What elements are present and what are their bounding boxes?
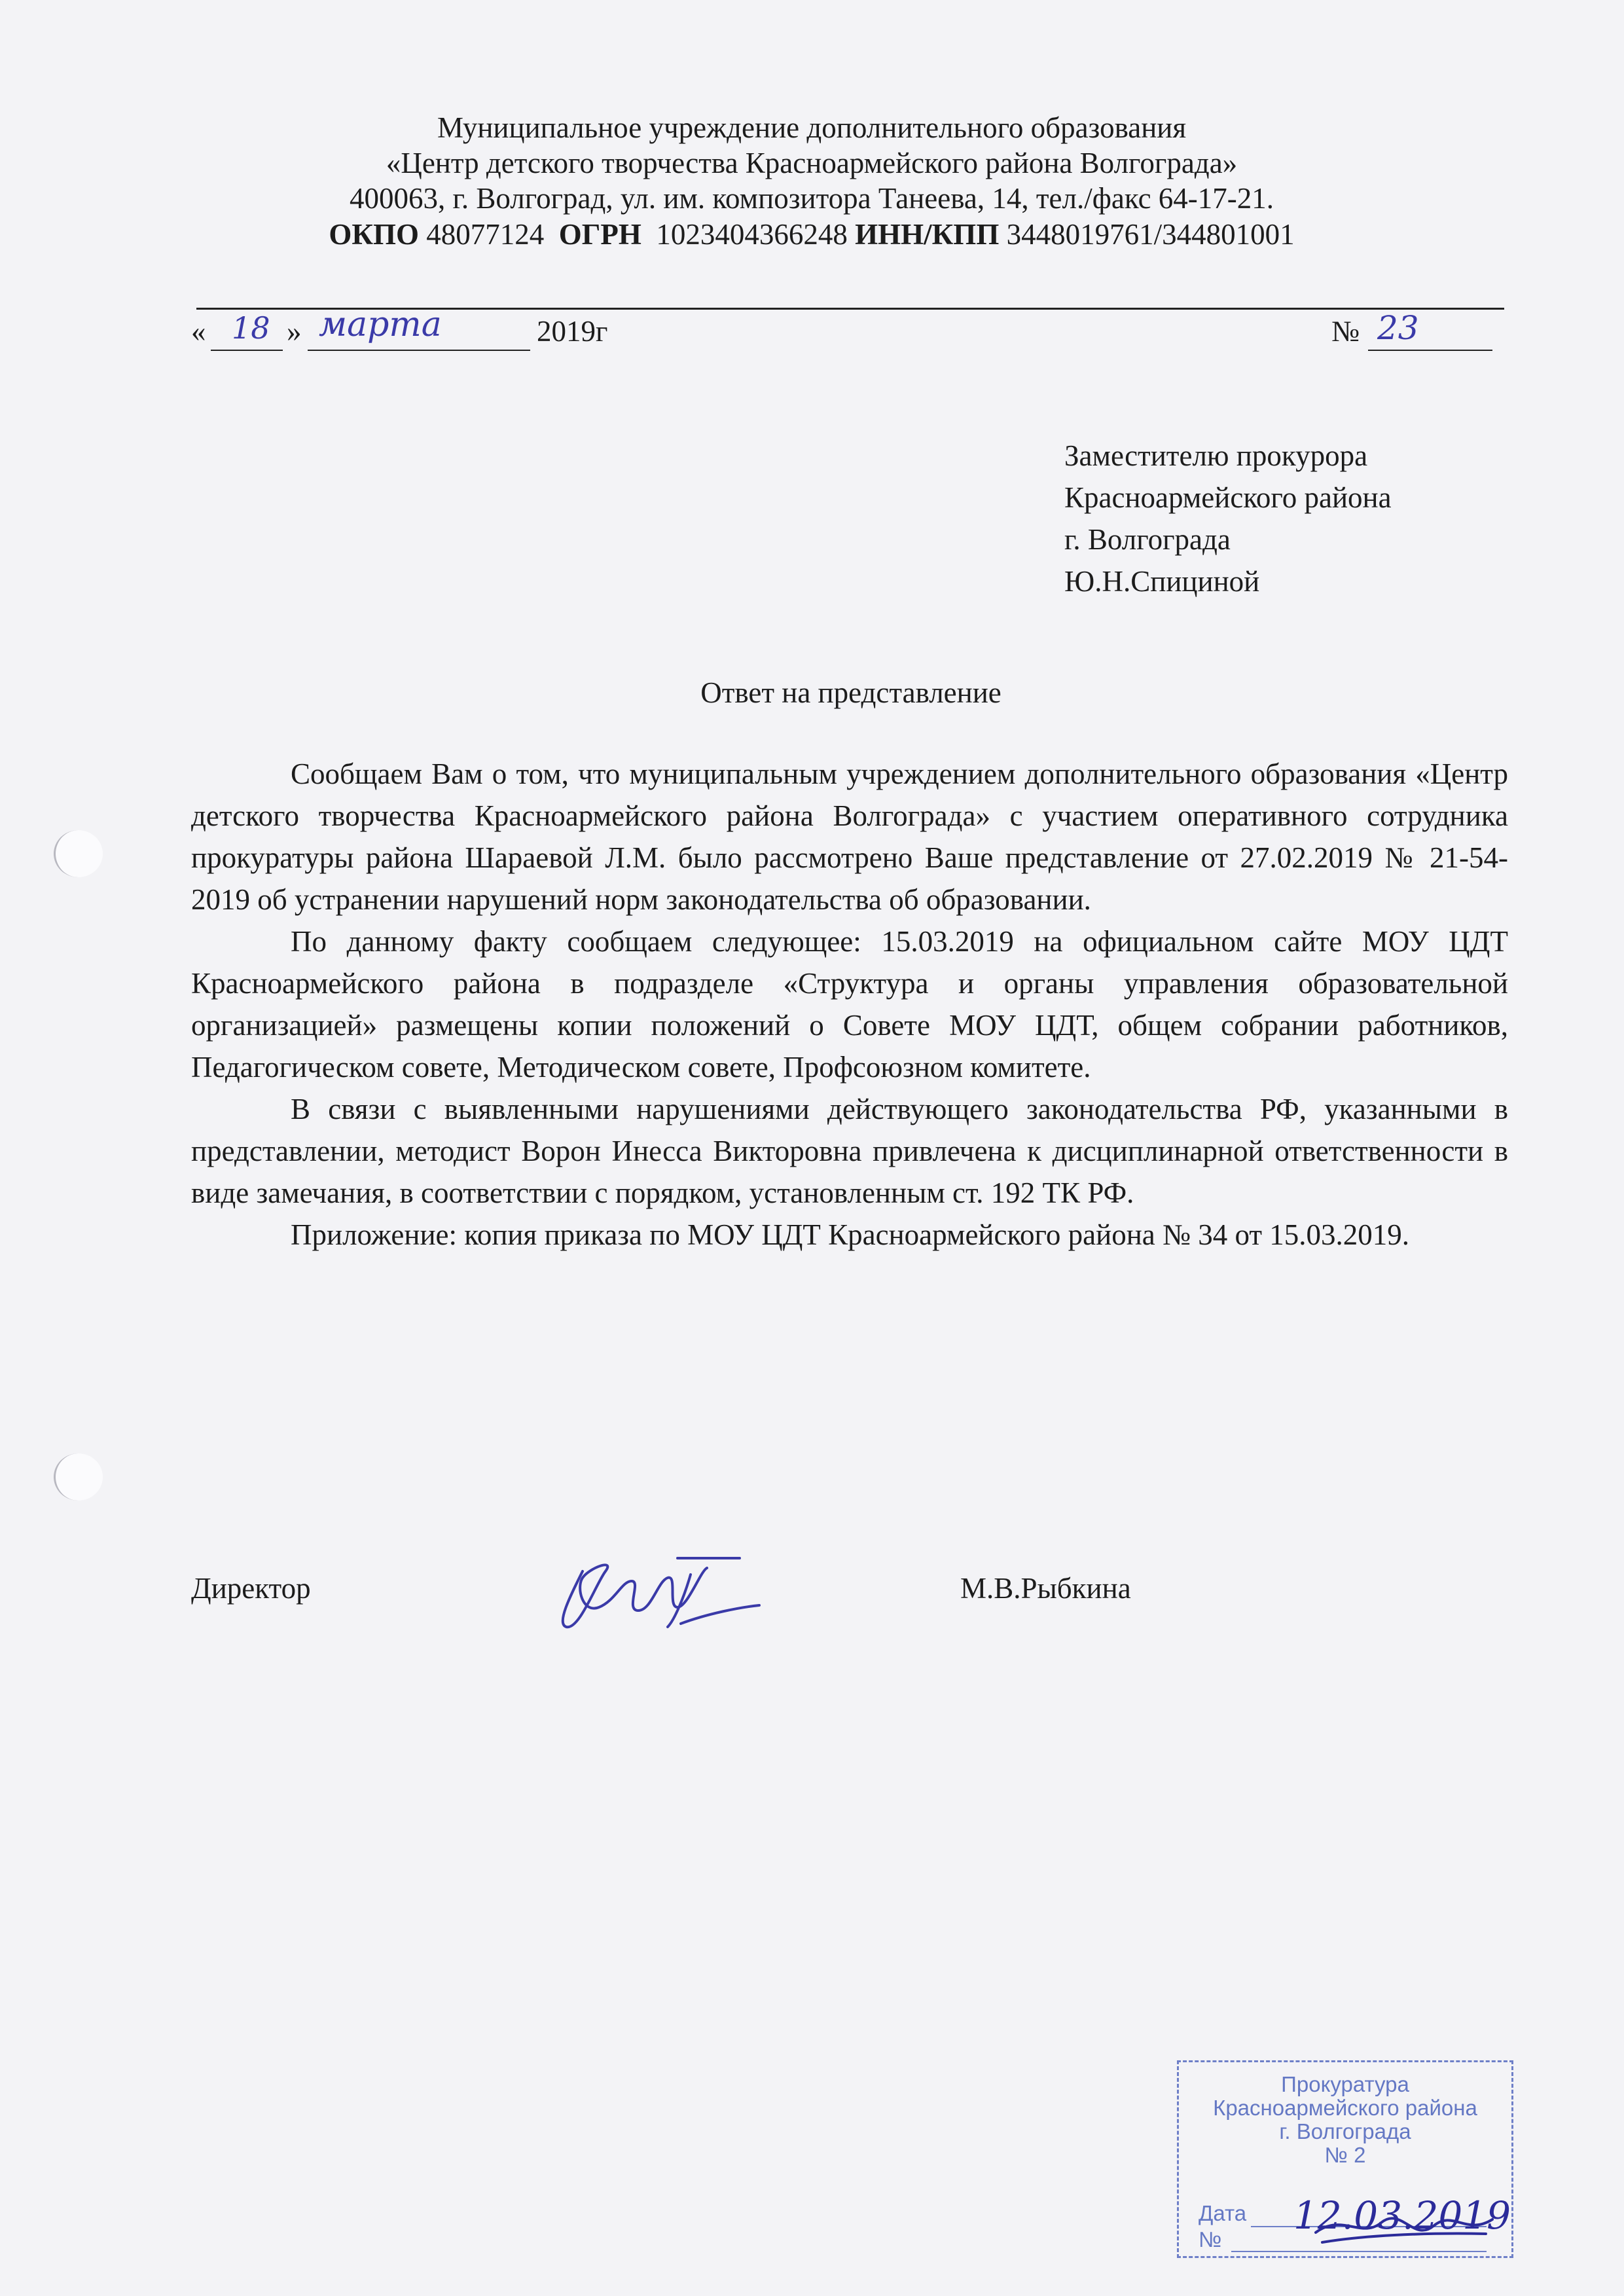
- number-underline: [1368, 350, 1492, 351]
- month-underline: [308, 350, 530, 351]
- date-month-handwritten: марта: [319, 305, 442, 344]
- org-address-line: 400063, г. Волгоград, ул. им. композитора Танеева, 14, тел./факс 64-17-21.: [349, 182, 1274, 215]
- ogrn-label: ОГРН: [558, 218, 641, 251]
- document-title: Ответ на представление: [700, 676, 1001, 709]
- date-open-quote: «: [191, 315, 206, 348]
- stamp-initials-scribble: [1303, 2187, 1506, 2252]
- addressee-line: Заместителю прокурора: [1064, 439, 1368, 472]
- stamp-district-line: Красноармейского района: [1213, 2096, 1477, 2120]
- addressee-block: [1064, 435, 1392, 602]
- signatory-name: М.В.Рыбкина: [960, 1572, 1131, 1605]
- addressee-line: Красноармейского района: [1064, 481, 1392, 514]
- okpo-value: 48077124: [426, 218, 545, 251]
- body-paragraph: Сообщаем Вам о том, что муниципальным учреждением дополнительного образования «Центр детского творчества Красноармейского района Волгограда» с участием оперативного сотрудника прокуратуры района Шараевой Л.М. было рассмотрено Ваше представление от 27.02.2019 № 21-54-2019 об устранении нарушений норм законодательства об образовании.: [191, 757, 1508, 916]
- stamp-office-line: Прокуратура: [1281, 2072, 1409, 2096]
- org-name-line: «Центр детского творчества Красноармейского района Волгограда»: [386, 147, 1238, 179]
- body-paragraph: В связи с выявленными нарушениями действующего законодательства РФ, указанными в представлении, методист Ворон Инесса Викторовна привлечена к дисциплинарной ответственности в виде замечания, в соответствии с порядком, установленным ст. 192 ТК РФ.: [191, 1093, 1508, 1209]
- number-handwritten: 23: [1377, 309, 1419, 347]
- signatory-role: Директор: [191, 1572, 311, 1605]
- body-paragraph: По данному факту сообщаем следующее: 15.03.2019 на официальном сайте МОУ ЦДТ Красноармейского района в подразделе «Структура и органы управления образовательной организацией» размещены копии положений о Совете МОУ ЦДТ, общем собрании работников, Педагогическом совете, Методическом совете, Профсоюзном комитете.: [191, 925, 1508, 1084]
- stamp-office-number: № 2: [1324, 2143, 1366, 2167]
- inn-kpp-label: ИНН/КПП: [855, 218, 1000, 251]
- inn-kpp-value: 3448019761/344801001: [1006, 218, 1295, 251]
- punch-hole: [54, 830, 103, 877]
- date-close-quote: »: [287, 315, 302, 348]
- date-year: 2019г: [537, 315, 608, 348]
- org-type-line: Муниципальное учреждение дополнительного образования: [437, 111, 1187, 144]
- addressee-line: Ю.Н.Спициной: [1064, 565, 1260, 598]
- addressee-line: г. Волгограда: [1064, 523, 1231, 556]
- number-label: №: [1331, 315, 1360, 348]
- date-number-line: [191, 305, 1500, 360]
- ogrn-value: 1023404366248: [656, 218, 848, 251]
- date-day-handwritten: 18: [232, 310, 270, 346]
- okpo-label: ОКПО: [329, 218, 420, 251]
- body-paragraph: Приложение: копия приказа по МОУ ЦДТ Красноармейского района № 34 от 15.03.2019.: [291, 1218, 1410, 1251]
- stamp-number-label: №: [1199, 2227, 1222, 2251]
- stamp-city-line: г. Волгограда: [1279, 2119, 1411, 2143]
- letterhead: [190, 110, 1434, 253]
- org-codes-line: [190, 216, 1434, 253]
- stamp-date-label: Дата: [1199, 2201, 1247, 2225]
- stamp-date-handwritten: 12.03.2019: [1293, 2193, 1511, 2238]
- handwritten-signature: [543, 1545, 766, 1643]
- signature-row: [191, 1571, 1500, 1637]
- day-underline: [211, 350, 283, 351]
- punch-hole: [54, 1453, 103, 1501]
- document-body: [191, 753, 1508, 1256]
